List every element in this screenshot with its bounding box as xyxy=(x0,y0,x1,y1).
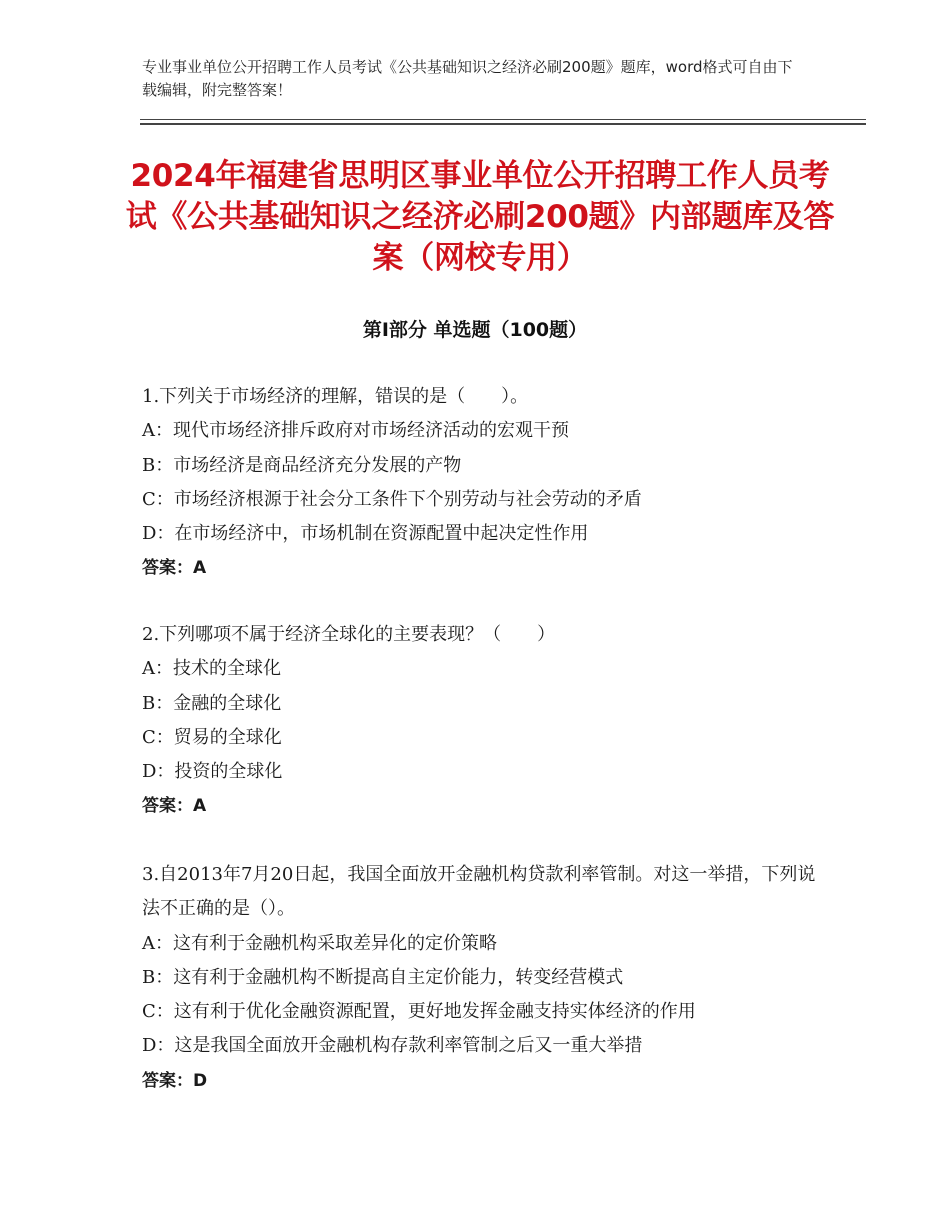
question-stem: 3.自2013年7月20日起，我国全面放开金融机构贷款利率管制。对这一举措，下列说法不正确的是（）。 xyxy=(142,864,816,920)
answer: 答案：A xyxy=(142,796,207,817)
question-block xyxy=(142,618,822,824)
option-b: B：金融的全球化 xyxy=(142,692,282,714)
option-b: B：市场经济是商品经济充分发展的产物 xyxy=(142,454,462,476)
header-note: 专业事业单位公开招聘工作人员考试《公共基础知识之经济必刷200题》题库，word格式可自由下载编辑，附完整答案！ xyxy=(142,58,793,99)
answer: 答案：A xyxy=(142,558,207,579)
option-c: C：贸易的全球化 xyxy=(142,726,282,748)
option-c: C：这有利于优化金融资源配置，更好地发挥金融支持实体经济的作用 xyxy=(142,1001,696,1023)
option-a: A：技术的全球化 xyxy=(142,658,281,680)
answer: 答案：D xyxy=(142,1070,208,1091)
question-block xyxy=(142,858,822,1098)
option-d: D：这是我国全面放开金融机构存款利率管制之后又一重大举措 xyxy=(142,1035,643,1057)
option-d: D：在市场经济中，市场机制在资源配置中起决定性作用 xyxy=(142,523,589,545)
header-divider-thick xyxy=(140,123,866,125)
question-stem: 1.下列关于市场经济的理解，错误的是（ ）。 xyxy=(142,386,529,407)
option-d: D：投资的全球化 xyxy=(142,761,283,783)
option-a: A：现代市场经济排斥政府对市场经济活动的宏观干预 xyxy=(142,420,569,442)
option-a: A：这有利于金融机构采取差异化的定价策略 xyxy=(142,932,497,954)
option-c: C：市场经济根源于社会分工条件下个别劳动与社会劳动的矛盾 xyxy=(142,488,642,510)
document-title: 2024年福建省思明区事业单位公开招聘工作人员考试《公共基础知识之经济必刷200题》内部题库及答案（网校专用） xyxy=(125,158,835,276)
question-block xyxy=(142,380,822,586)
header-divider-thin xyxy=(140,119,866,120)
option-b: B：这有利于金融机构不断提高自主定价能力，转变经营模式 xyxy=(142,966,624,988)
question-stem: 2.下列哪项不属于经济全球化的主要表现？（ ） xyxy=(142,624,556,645)
section-title: 第Ⅰ部分 单选题（100题） xyxy=(362,319,588,341)
